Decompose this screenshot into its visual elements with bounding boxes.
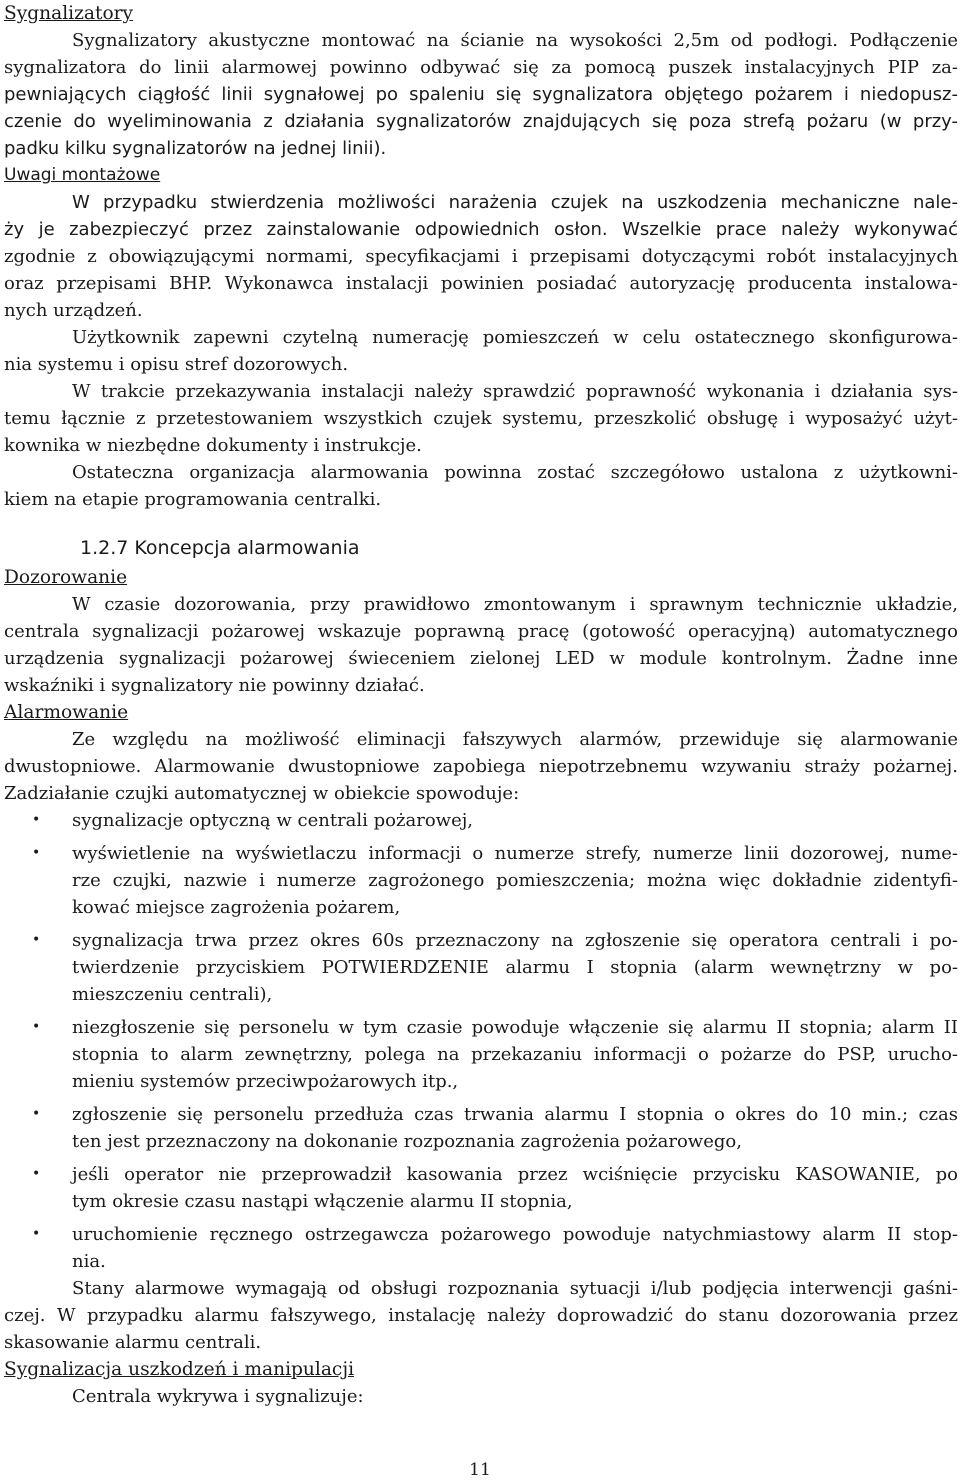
list-item-text: tym okresie czasu nastąpi włączenie alarmu II stopnia, xyxy=(72,1191,573,1212)
list-item xyxy=(4,1014,958,1095)
list-item xyxy=(4,927,958,1008)
list-item-text: rze czujki, nazwie i numerze zagrożonego pomieszczenia; można więc dokładnie zidentyfi- xyxy=(72,870,958,891)
section-title-uwagi-montazowe: Uwagi montażowe xyxy=(4,165,161,185)
paragraph-line: czenie do wyeliminowania z działania sygnalizatorów znajdujących się poza strefą pożaru (w przy- xyxy=(4,111,958,132)
paragraph-line: Użytkownik zapewni czytelną numerację pomieszczeń w celu ostatecznego skonfigurowa- xyxy=(72,327,958,348)
paragraph-line: nia systemu i opisu stref dozorowych. xyxy=(4,354,349,375)
paragraph-line: sygnalizatora do linii alarmowej powinno odbywać się za pomocą puszek instalacyjnych PIP za- xyxy=(4,57,958,78)
bullet-icon: • xyxy=(32,1166,41,1182)
paragraph-line: W trakcie przekazywania instalacji należy sprawdzić poprawność wykonania i działania sys- xyxy=(72,381,958,402)
list-item xyxy=(4,840,958,921)
paragraph-line: centrala sygnalizacji pożarowej wskazuje poprawną pracę (gotowość operacyjną) automatycznego xyxy=(4,621,958,642)
list-item-text: jeśli operator nie przeprowadził kasowania przez wciśnięcie przycisku KASOWANIE, po xyxy=(72,1164,958,1185)
list-item-text: uruchomienie ręcznego ostrzegawcza pożarowego powoduje natychmiastowy alarm II stop- xyxy=(72,1224,958,1245)
bullet-icon: • xyxy=(32,1226,41,1242)
paragraph-line: wskaźniki i sygnalizatory nie powinny działać. xyxy=(4,675,425,696)
section-title-alarmowanie: Alarmowanie xyxy=(4,702,129,723)
paragraph-line: Zadziałanie czujki automatycznej w obiekcie spowoduje: xyxy=(4,783,520,804)
section-title-sygnalizatory: Sygnalizatory xyxy=(4,3,134,24)
section-title-sygnalizacja-uszkodzen: Sygnalizacja uszkodzeń i manipulacji xyxy=(4,1359,355,1380)
list-item-text: nia. xyxy=(72,1251,106,1272)
paragraph-line: Ostateczna organizacja alarmowania powinna zostać szczegółowo ustalona z użytkowni- xyxy=(72,462,958,483)
bullet-list xyxy=(4,807,958,1275)
paragraph-line: czej. W przypadku alarmu fałszywego, instalację należy doprowadzić do stanu dozorowania przez xyxy=(4,1305,958,1326)
list-item xyxy=(4,1101,958,1155)
subsection-heading: 1.2.7 Koncepcja alarmowania xyxy=(80,537,360,559)
paragraph-line: Ze względu na możliwość eliminacji fałszywych alarmów, przewiduje się alarmowanie xyxy=(72,729,958,750)
paragraph-line: Centrala wykrywa i sygnalizuje: xyxy=(72,1386,364,1407)
section-title-dozorowanie: Dozorowanie xyxy=(4,567,128,588)
list-item-text: mieniu systemów przeciwpożarowych itp., xyxy=(72,1071,459,1092)
bullet-icon: • xyxy=(32,1106,41,1122)
list-item xyxy=(4,1221,958,1275)
list-item-text: sygnalizacje optyczną w centrali pożarowej, xyxy=(72,810,474,831)
bullet-icon: • xyxy=(32,845,41,861)
paragraph-line: Sygnalizatory akustyczne montować na ścianie na wysokości 2,5m od podłogi. Podłączenie xyxy=(72,30,958,51)
paragraph-line: urządzenia sygnalizacji pożarowej świeceniem zielonej LED w module kontrolnym. Żadne inne xyxy=(4,648,958,669)
paragraph-line: kownika w niezbędne dokumenty i instrukcje. xyxy=(4,435,422,456)
document-page xyxy=(4,0,958,1410)
list-item-text: kować miejsce zagrożenia pożarem, xyxy=(72,897,401,918)
list-item-text: mieszczeniu centrali), xyxy=(72,984,273,1005)
list-item-text: ten jest przeznaczony na dokonanie rozpoznania zagrożenia pożarowego, xyxy=(72,1131,742,1152)
paragraph-line: nych urządzeń. xyxy=(4,300,143,321)
paragraph-line: ży je zabezpieczyć przez zainstalowanie odpowiednich osłon. Wszelkie prace należy wykonywać xyxy=(4,219,958,240)
paragraph-line: W czasie dozorowania, przy prawidłowo zmontowanym i sprawnym technicznie układzie, xyxy=(72,594,958,615)
list-item xyxy=(4,1161,958,1215)
page-number: 11 xyxy=(469,1460,491,1480)
paragraph-line: zgodnie z obowiązującymi normami, specyfikacjami i przepisami dotyczącymi robót instalacyjnych xyxy=(4,246,958,267)
bullet-icon: • xyxy=(32,812,41,828)
paragraph-line: dwustopniowe. Alarmowanie dwustopniowe zapobiega niepotrzebnemu wzywaniu straży pożarnej. xyxy=(4,756,958,777)
paragraph-line: W przypadku stwierdzenia możliwości narażenia czujek na uszkodzenia mechaniczne nale- xyxy=(72,192,958,213)
list-item-text: niezgłoszenie się personelu w tym czasie powoduje włączenie się alarmu II stopnia; alarm II xyxy=(72,1017,958,1038)
paragraph-line: padku kilku sygnalizatorów na jednej linii). xyxy=(4,138,387,159)
list-item-text: stopnia to alarm zewnętrzny, polega na przekazaniu informacji o pożarze do PSP, urucho- xyxy=(72,1044,958,1065)
bullet-icon: • xyxy=(32,932,41,948)
list-item-text: zgłoszenie się personelu przedłuża czas trwania alarmu I stopnia o okres do 10 min.; czas xyxy=(72,1104,958,1125)
list-item-text: twierdzenie przyciskiem POTWIERDZENIE alarmu I stopnia (alarm wewnętrzny w po- xyxy=(72,957,958,978)
paragraph-line: pewniających ciągłość linii sygnałowej po spaleniu się sygnalizatora objętego pożarem i niedopusz- xyxy=(4,84,958,105)
paragraph-line: temu łącznie z przetestowaniem wszystkich czujek systemu, przeszkolić obsługę i wyposażyć użyt- xyxy=(4,408,958,429)
list-item-text: wyświetlenie na wyświetlaczu informacji o numerze strefy, numerze linii dozorowej, nume- xyxy=(72,843,958,864)
list-item-text: sygnalizacja trwa przez okres 60s przeznaczony na zgłoszenie się operatora centrali i po- xyxy=(72,930,958,951)
paragraph-line: Stany alarmowe wymagają od obsługi rozpoznania sytuacji i/lub podjęcia interwencji gaśni- xyxy=(72,1278,958,1299)
paragraph-line: kiem na etapie programowania centralki. xyxy=(4,489,382,510)
paragraph-line: skasowanie alarmu centrali. xyxy=(4,1332,262,1353)
paragraph-line: oraz przepisami BHP. Wykonawca instalacji powinien posiadać autoryzację producenta instalowa- xyxy=(4,273,958,294)
list-item xyxy=(4,807,958,834)
bullet-icon: • xyxy=(32,1019,41,1035)
